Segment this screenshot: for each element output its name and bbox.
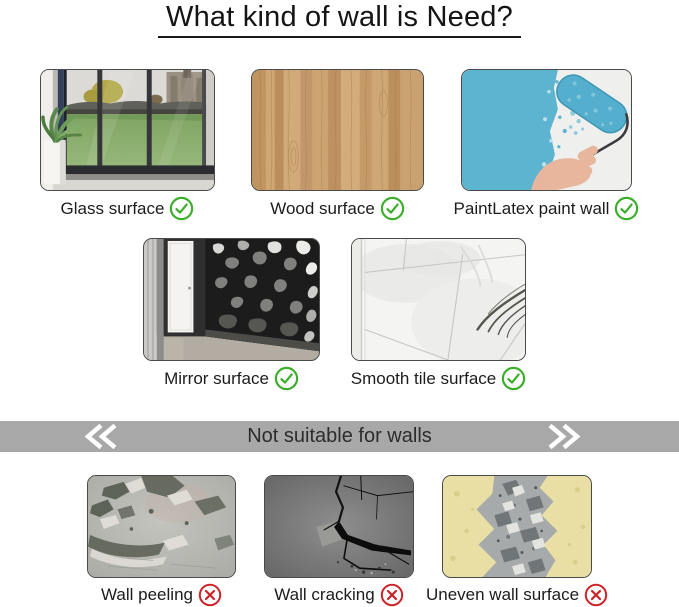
card-label: Wood surface: [270, 198, 375, 218]
card-caption: [40, 196, 215, 221]
card-label: Uneven wall surface: [425, 585, 580, 604]
cross-icon: [584, 583, 608, 607]
wood-surface-photo: [251, 69, 424, 191]
card-label: Wall cracking: [274, 585, 375, 604]
suitable-card-paint: [453, 69, 632, 221]
unsuitable-card-peeling: [87, 475, 236, 607]
paint-wall-photo: [461, 69, 632, 191]
cross-icon: [380, 583, 404, 607]
card-caption: [143, 366, 320, 391]
suitable-card-tile: [351, 238, 526, 391]
wall-peeling-photo: [87, 475, 236, 578]
unsuitable-card-uneven: [425, 475, 592, 607]
card-label: Smooth tile surface: [350, 368, 497, 388]
suitable-card-glass: [40, 69, 215, 221]
card-caption: [264, 583, 414, 607]
glass-surface-photo: [40, 69, 215, 191]
mirror-surface-photo: [143, 238, 320, 361]
card-caption: [425, 583, 592, 607]
check-icon: [614, 196, 639, 221]
cross-icon: [198, 583, 222, 607]
card-caption: [351, 366, 526, 391]
check-icon: [169, 196, 194, 221]
card-label: Glass surface: [60, 198, 165, 218]
check-icon: [501, 366, 526, 391]
card-caption: [251, 196, 424, 221]
card-label: Mirror surface: [164, 368, 269, 388]
suitable-card-wood: [251, 69, 424, 221]
card-caption: [87, 583, 236, 607]
tile-surface-photo: [351, 238, 526, 361]
card-caption: [453, 196, 632, 221]
not-suitable-banner: [0, 421, 679, 452]
page-title: What kind of wall is Need?: [158, 0, 521, 38]
uneven-wall-photo: [442, 475, 592, 578]
suitable-card-mirror: [143, 238, 320, 391]
card-label: PaintLatex paint wall: [453, 198, 610, 218]
banner-text: Not suitable for walls: [247, 425, 432, 447]
check-icon: [380, 196, 405, 221]
double-chevron-right-icon: [541, 424, 581, 454]
check-icon: [274, 366, 299, 391]
card-label: Wall peeling: [101, 585, 193, 604]
unsuitable-card-cracking: [264, 475, 414, 607]
wall-cracking-photo: [264, 475, 414, 578]
title-wrap: [0, 0, 679, 38]
